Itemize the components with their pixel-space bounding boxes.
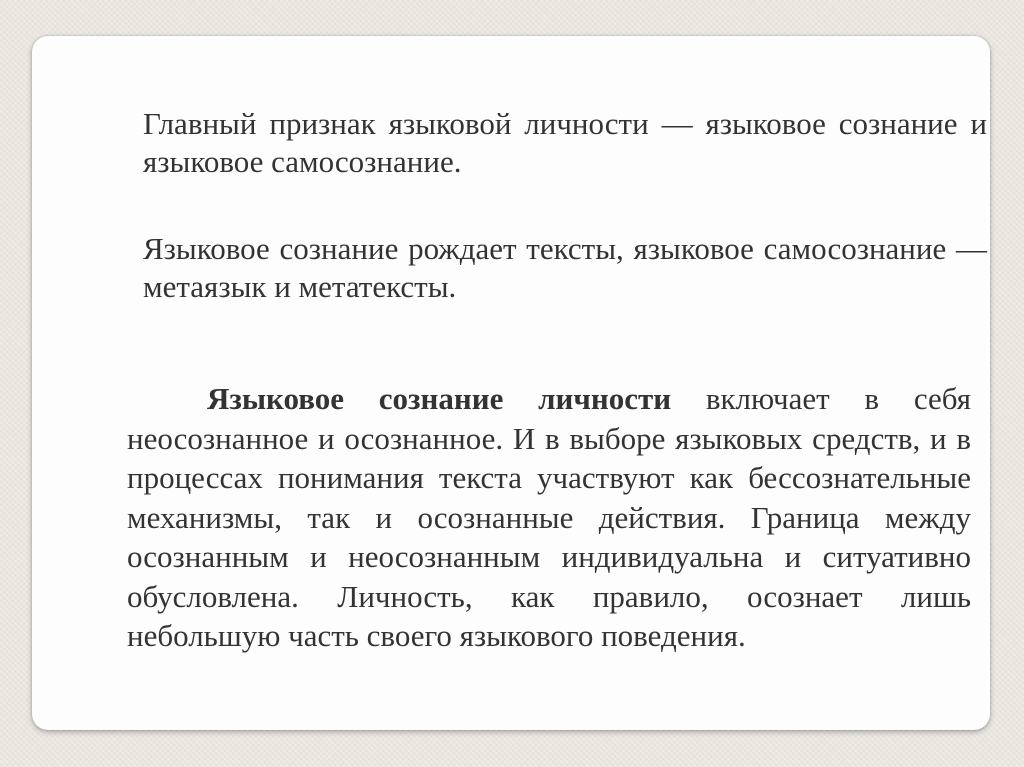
paragraph-main-feature: Главный признак языковой личности — языковое сознание и языковое самосознание. xyxy=(143,106,987,179)
paragraph-body-text: включает в себя неосознанное и осознанное. И в выборе языковых средств, и в процессах понимания текста участвуют как бессознательные механизмы, так и осознанные действия. Граница между осознанным и неосознанным индивидуальна и ситуативно обусловлена. Личность, как правило, осознает лишь небольшую часть своего языкового поведения. xyxy=(127,381,971,653)
paragraph-language-consciousness xyxy=(127,379,971,656)
paragraph-consciousness-texts: Языковое сознание рождает тексты, языковое самосознание — метаязык и метатексты. xyxy=(143,231,987,304)
slide-card xyxy=(32,36,990,730)
bold-term: Языковое сознание личности xyxy=(207,381,672,416)
